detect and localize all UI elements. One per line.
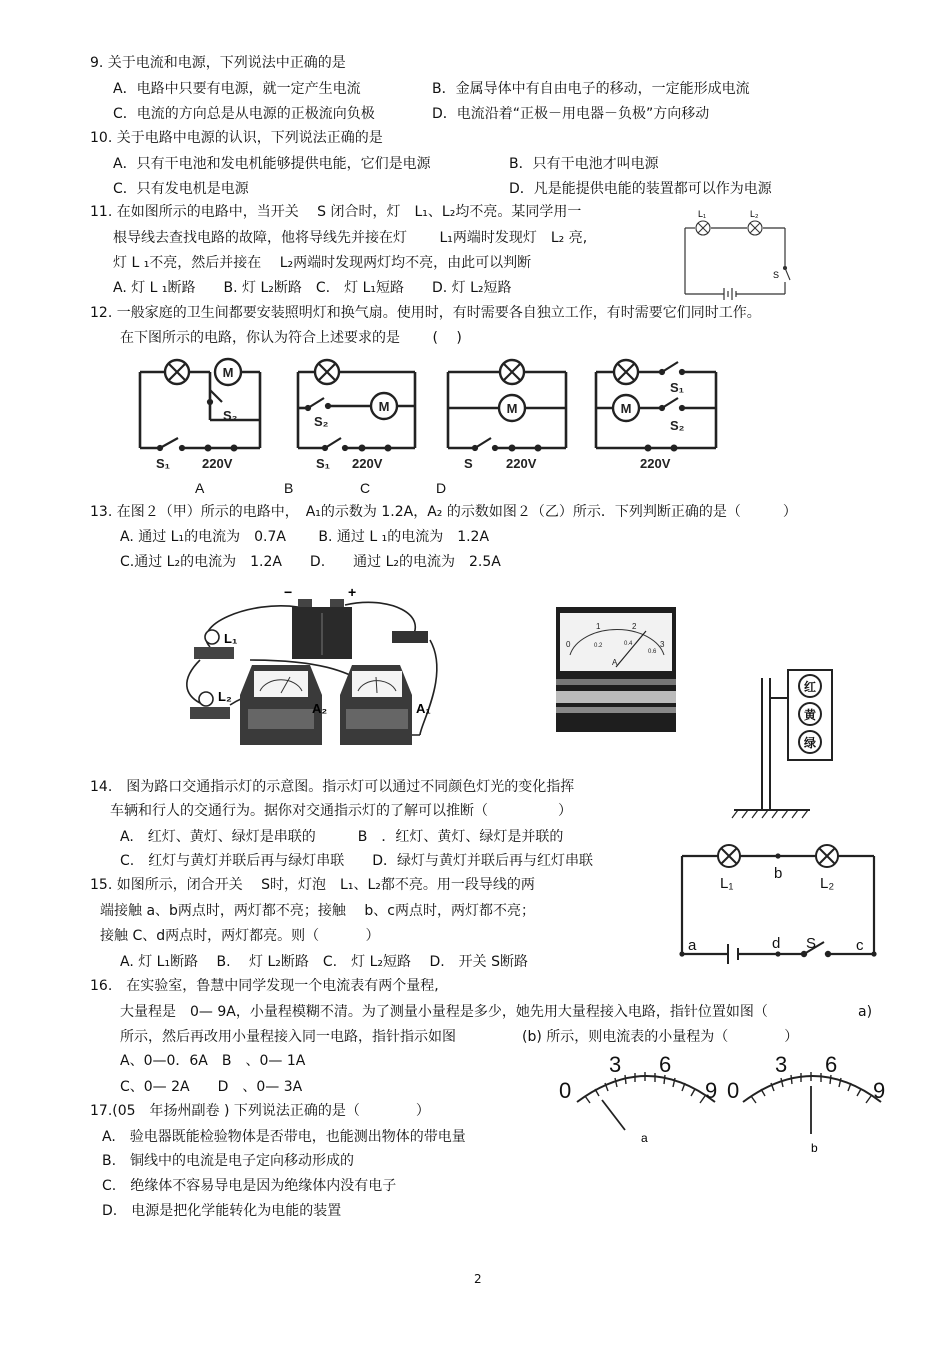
q12-d-s2-switch-icon <box>660 398 684 410</box>
q16-scale-b <box>727 1052 885 1155</box>
q17-option-d: D. 电源是把化学能转化为电能的装置 <box>102 1203 342 1219</box>
q16-line2: 大量程是 0— 9A，小量程模糊不清。为了测量小量程是多少，她先用大量程接入电路，指针位置如图（ <box>120 1004 768 1020</box>
q12-a-motor-label: M <box>222 365 234 380</box>
q9-stem: 9. 关于电流和电源，下列说法中正确的是 <box>90 55 346 71</box>
q12-b-s1-label: S₁ <box>316 456 331 471</box>
q14-light-green-label: 绿 <box>803 736 817 750</box>
q12-c-voltage: 220V <box>506 456 537 471</box>
q16-b-tick-6: 6 <box>825 1052 838 1077</box>
q16-label-b: b <box>811 1141 818 1155</box>
q17-option-a: A. 验电器既能检验物体是否带电，也能测出物体的带电量 <box>102 1129 466 1145</box>
q15-label-c: c <box>856 937 864 954</box>
q12-a-s1-label: S₁ <box>156 456 171 471</box>
q13-battery-minus: − <box>284 584 293 600</box>
q12-a-s1-switch-icon <box>158 438 184 450</box>
q9-option-d: D．电流沿着“正极－用电器－负极”方向移动 <box>432 106 710 122</box>
q14-light-yellow-label: 黄 <box>803 708 817 722</box>
q13-dial-tick-3: 3 <box>660 640 665 649</box>
q10-stem: 10. 关于电路中电源的认识，下列说法正确的是 <box>90 130 383 146</box>
q13-dial-tick-1: 1 <box>596 622 601 631</box>
q11-line1: 11. 在如图所示的电路中，当开关 S 闭合时，灯 L₁、L₂均不亮。某同学用一 <box>90 204 582 220</box>
q13-label-l2: L₂ <box>218 689 232 704</box>
q11-label-s: S <box>773 270 780 280</box>
q16-label-a: a <box>641 1131 648 1145</box>
q15-circuit-diagram <box>676 838 882 962</box>
q16-pointer-a <box>602 1100 625 1130</box>
q14-light-red-label: 红 <box>803 680 817 694</box>
q12-option-label-b: B <box>284 480 294 496</box>
q12-c-s-switch-icon <box>473 438 497 450</box>
q14-options-cd: C. 红灯与黄灯并联后再与绿灯串联 D．绿灯与黄灯并联后再与红灯串联 <box>120 853 594 869</box>
q12-d-s2-label: S₂ <box>670 418 685 433</box>
q13-circuit-photo-figure <box>180 585 440 755</box>
q16-b-tick-3: 3 <box>775 1052 788 1077</box>
q16-line2-tail: a) <box>858 1004 873 1020</box>
q16-a-tick-0: 0 <box>559 1078 572 1103</box>
q10-option-a: A．只有干电池和发电机能够提供电能，它们是电源 <box>113 156 431 172</box>
q9-option-b: B．金属导体中有自由电子的移动，一定能形成电流 <box>432 81 750 97</box>
q17-option-c: C. 绝缘体不容易导电是因为绝缘体内没有电子 <box>102 1178 397 1194</box>
q16-line1: 16. 在实验室，鲁慧中同学发现一个电流表有两个量程, <box>90 978 439 994</box>
q15-label-d: d <box>772 935 781 952</box>
q12-d-motor-label: M <box>620 401 632 416</box>
q15-lamp-l1-icon <box>718 845 740 867</box>
q13-stem: 13. 在图２（甲）所示的电路中， A₁的示数为 1.2A，A₂ 的示数如图２（乙）所示．下列判断正确的是（ ） <box>90 504 797 520</box>
q12-line1: 12. 一般家庭的卫生间都要安装照明灯和换气扇。使用时，有时需要各自独立工作，有时需要它们同时工作。 <box>90 305 761 321</box>
q13-battery-icon <box>292 599 352 659</box>
q13-ammeter-a1-icon <box>340 665 412 745</box>
q15-lamp-l2-icon <box>816 845 838 867</box>
q16-b-tick-0: 0 <box>727 1078 740 1103</box>
q16-line3: 所示，然后再改用小量程接入同一电路，指针指示如图 <box>120 1029 456 1045</box>
q12-a-voltage: 220V <box>202 456 233 471</box>
q10-option-c: C．只有发电机是电源 <box>113 181 249 197</box>
q16-ammeter-scale-figure <box>555 1050 895 1160</box>
q16-options-cd: C、0— 2A D 、0— 3A <box>120 1079 303 1095</box>
q13-dial-small-0: 0.2 <box>594 643 603 649</box>
q11-line3: 灯 L ₁不亮，然后并接在 L₂两端时发现两灯均不亮，由此可以判断 <box>113 255 532 271</box>
q12-b-motor-label: M <box>378 399 390 414</box>
q12-option-label-d: D <box>436 480 447 496</box>
q12-line2: 在下图所示的电路，你认为符合上述要求的是 ( ) <box>120 330 462 346</box>
q12-option-label-c: C <box>360 480 371 496</box>
q11-circuit-diagram <box>680 206 790 301</box>
q15-battery-icon <box>728 944 738 964</box>
q12-b-s1-switch-icon <box>323 438 347 450</box>
q16-a-tick-6: 6 <box>659 1052 672 1077</box>
q17-option-b: B. 铜线中的电流是电子定向移动形成的 <box>102 1153 355 1169</box>
q12-a-s2-label: S₂ <box>223 408 238 423</box>
q14-line1: 14. 图为路口交通指示灯的示意图。指示灯可以通过不同颜色灯光的变化指挥 <box>90 779 575 795</box>
q15-line3: 接触 C、d两点时，两灯都亮。则（ ） <box>100 928 380 944</box>
q16-line3-tail: (b) 所示，则电流表的小量程为（ ） <box>522 1029 799 1045</box>
q15-label-b: b <box>774 865 783 882</box>
q13-ammeter-dial-figure <box>556 607 676 732</box>
q12-b-s2-switch-icon <box>306 398 330 410</box>
q11-label-l1: L₁ <box>698 209 707 219</box>
q14-line2: 车辆和行人的交通行为。据你对交通指示灯的了解可以推断（ ） <box>110 803 572 819</box>
q11-lamp-l1-icon <box>696 221 710 235</box>
q13-dial-unit: A <box>612 658 618 667</box>
q15-label-l1: L₁ <box>720 875 734 892</box>
q12-d-s1-label: S₁ <box>670 380 685 395</box>
q13-label-l1: L₁ <box>224 631 238 646</box>
q13-switch-icon <box>392 631 428 643</box>
q11-options: A. 灯 L ₁断路 B. 灯 L₂断路 C. 灯 L₁短路 D. 灯 L₂短路 <box>113 280 512 296</box>
q11-battery-icon <box>724 288 736 300</box>
q12-b-voltage: 220V <box>352 456 383 471</box>
q11-switch-icon <box>784 267 791 281</box>
q9-option-c: C．电流的方向总是从电源的正极流向负极 <box>113 106 375 122</box>
q16-options-ab: A、0—0．6A B 、0— 1A <box>120 1053 306 1069</box>
q12-circuit-options <box>130 350 730 500</box>
q12-d-voltage: 220V <box>640 456 671 471</box>
q15-options: A. 灯 L₁断路 B. 灯 L₂断路 C. 灯 L₂短路 D. 开关 S断路 <box>120 954 529 970</box>
q12-c-s-label: S <box>464 456 473 471</box>
q10-option-b: B．只有干电池才叫电源 <box>509 156 659 172</box>
q15-label-s: S <box>806 935 817 952</box>
q16-b-tick-9: 9 <box>873 1078 886 1103</box>
q13-dial-tick-0: 0 <box>566 640 571 649</box>
q16-scale-a <box>559 1052 717 1145</box>
q16-a-tick-3: 3 <box>609 1052 622 1077</box>
q13-label-a1: A₁ <box>416 701 431 716</box>
q15-line1: 15. 如图所示，闭合开关 S时，灯泡 L₁、L₂都不亮。用一段导线的两 <box>90 877 535 893</box>
q16-a-tick-9: 9 <box>705 1078 718 1103</box>
q14-traffic-light-figure <box>730 668 840 818</box>
page-number: 2 <box>474 1272 482 1286</box>
q13-options-ab: A. 通过 L₁的电流为 0.7A B. 通过 L ₁的电流为 1.2A <box>120 529 490 545</box>
q14-options-ab: A. 红灯、黄灯、绿灯是串联的 B ．红灯、黄灯、绿灯是并联的 <box>120 829 564 845</box>
q12-b-s2-label: S₂ <box>314 414 329 429</box>
q10-option-d: D．凡是能提供电能的装置都可以作为电源 <box>509 181 772 197</box>
q13-dial-tick-2: 2 <box>632 622 637 631</box>
q11-label-l2: L₂ <box>750 209 759 219</box>
q13-ammeter-a2-icon <box>240 665 322 745</box>
q12-c-motor-label: M <box>506 401 518 416</box>
q11-line2: 根导线去查找电路的故障，他将导线先并接在灯 L₁两端时发现灯 L₂ 亮, <box>113 230 588 246</box>
q9-option-a: A．电路中只要有电源，就一定产生电流 <box>113 81 361 97</box>
q15-line2: 端接触 a、b两点时，两灯都不亮；接触 b、c两点时，两灯都不亮； <box>100 903 535 919</box>
q13-label-a2: A₂ <box>312 701 328 716</box>
q13-dial-small-2: 0.6 <box>648 649 657 655</box>
q17-stem: 17.(05 年扬州副卷 ) 下列说法正确的是（ ） <box>90 1103 430 1119</box>
q12-d-s1-switch-icon <box>660 362 684 374</box>
q12-option-label-a: A <box>195 480 205 496</box>
q11-lamp-l2-icon <box>748 221 762 235</box>
q13-dial-small-1: 0.4 <box>624 641 633 647</box>
q13-battery-plus: + <box>348 584 357 600</box>
q15-label-l2: L₂ <box>820 875 835 892</box>
q13-options-cd: C.通过 L₂的电流为 1.2A D. 通过 L₂的电流为 2.5A <box>120 554 501 570</box>
q15-label-a: a <box>688 937 697 954</box>
